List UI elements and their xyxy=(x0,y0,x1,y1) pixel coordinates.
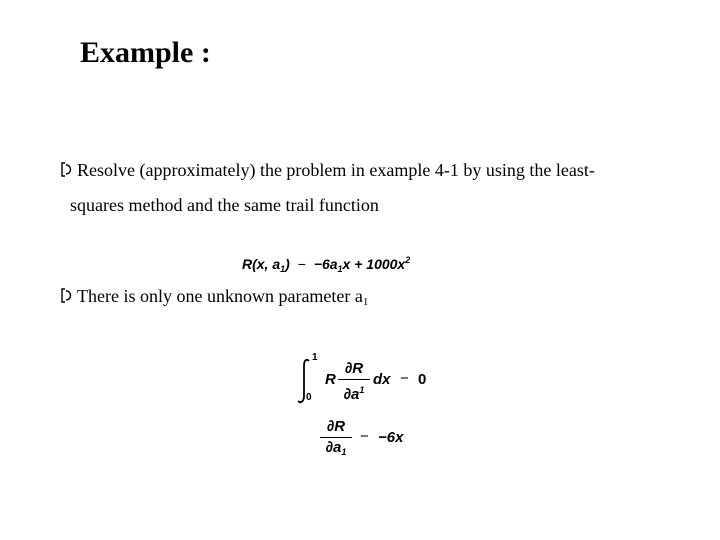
bullet-1-line-b: squares method and the same trail function xyxy=(70,195,379,215)
integrand-r: R xyxy=(325,371,336,388)
integral-dx: dx xyxy=(373,371,391,388)
bullet-2-text: There is only one unknown parameter a xyxy=(77,286,363,306)
bullet-item-2 xyxy=(60,286,368,308)
bullet-1-line-a: Resolve (approximately) the problem in example 4-1 by using the least- xyxy=(77,160,595,180)
integral-rhs: 0 xyxy=(418,371,427,388)
integral-upper-limit: 1 xyxy=(312,352,318,363)
bullet-1-continuation xyxy=(70,195,379,216)
bullet-2-subscript: 1 xyxy=(362,296,369,308)
integral-fraction: ∂R $\partial a^1$ xyxy=(338,360,370,404)
bullet-icon xyxy=(60,162,75,177)
derivative-equals: − xyxy=(360,428,369,445)
derivative-rhs: −6x xyxy=(378,429,404,446)
bullet-icon xyxy=(60,288,75,303)
integral-lower-limit: 0 xyxy=(306,392,312,403)
integral-equals: − xyxy=(400,370,409,387)
bullet-item-1 xyxy=(60,160,595,181)
slide-title: Example : xyxy=(80,36,211,69)
derivative-fraction: ∂R $\partial a_1$ xyxy=(320,418,352,461)
residual-equation: R(x, $a_1) - -6a_1x + 1000x^2$ xyxy=(242,255,411,274)
